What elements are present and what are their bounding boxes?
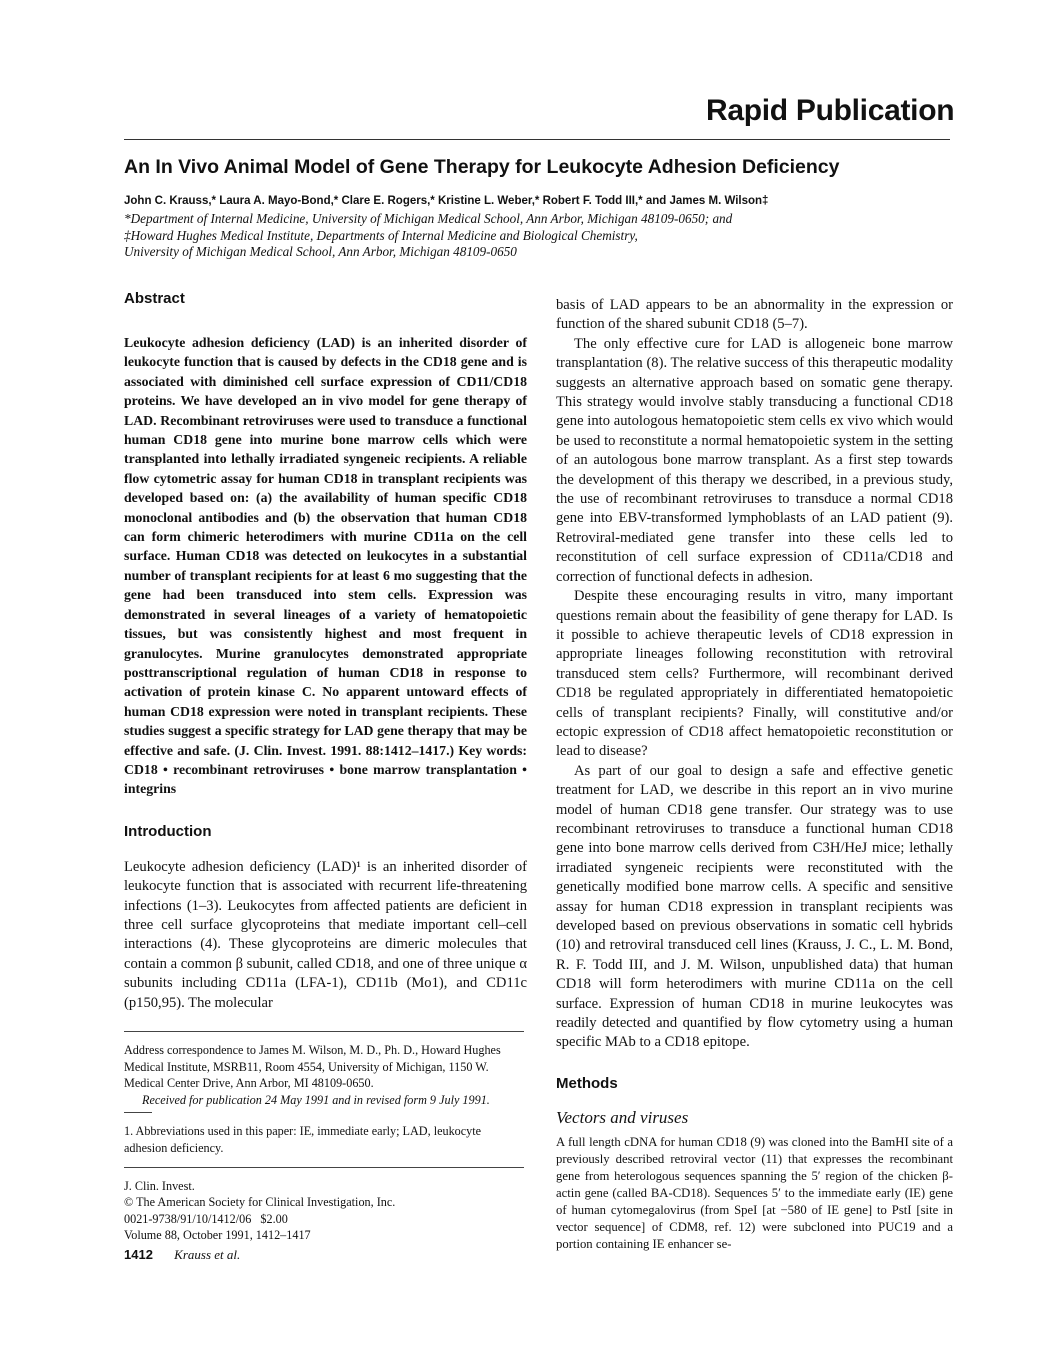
affiliations: [124, 211, 950, 261]
footnote-rule: [124, 1031, 524, 1032]
methods-heading: Methods: [556, 1074, 618, 1092]
right-column: [556, 296, 953, 1254]
affiliation-line: ‡Howard Hughes Medical Institute, Departments of Internal Medicine and Biological Chemistry,: [124, 227, 638, 243]
page-footer: [124, 1247, 240, 1263]
abstract-heading: Abstract: [124, 290, 185, 307]
vectors-subheading: Vectors and viruses: [556, 1107, 689, 1127]
affiliation-line: *Department of Internal Medicine, University of Michigan Medical School, Ann Arbor, Michigan 48109-0650; and: [124, 211, 733, 226]
affiliation-line: University of Michigan Medical School, Ann Arbor, Michigan 48109-0650: [124, 244, 517, 259]
journal-info-line: © The American Society for Clinical Investigation, Inc.: [124, 1195, 396, 1210]
received-note: Received for publication 24 May 1991 and in revised form 9 July 1991.: [142, 1092, 490, 1107]
methods-paragraph: A full length cDNA for human CD18 (9) was cloned into the BamHI site of a previously described retroviral vector (11) that expresses the recombinant gene from heterologous sequences spanning the 5′ region of the chicken β-actin gene (called BA-CD18). Sequences 5′ to the immediate early (IE) gene of human cytomegalovirus (from SpeI [at −580 of IE gene] to PstI [site in vector sequence] of CDM8, ref. 12) were subcloned into PUC19 and a portion containing IE enhancer se-: [556, 1134, 953, 1252]
running-head: Krauss et al.: [174, 1247, 241, 1262]
introduction-heading: Introduction: [124, 822, 212, 840]
abbreviations-note: 1. Abbreviations used in this paper: IE, immediate early; LAD, leukocyte adhesion deficiency.: [124, 1124, 482, 1155]
journal-info-line: 0021-9738/91/10/1412/06 $2.00: [124, 1211, 288, 1226]
journal-info-line: Volume 88, October 1991, 1412–1417: [124, 1228, 311, 1243]
author-list: John C. Krauss,* Laura A. Mayo-Bond,* Clare E. Rogers,* Kristine L. Weber,* Robert F. Todd III,* and James M. Wilson‡: [124, 195, 769, 207]
section-banner: Rapid Publication: [706, 94, 955, 127]
abstract-text: Leukocyte adhesion deficiency (LAD) is an inherited disorder of leukocyte function that is caused by defects in the CD18 gene and is associated with diminished cell surface expression of CD11/CD18 proteins. We have developed an in vivo model for gene therapy of LAD. Recombinant retroviruses were used to transduce a functional human CD18 gene into murine bone marrow cells which were transplanted into lethally irradiated syngeneic recipients. A reliable flow cytometric assay for human CD18 in transplant recipients was developed based on: (a) the availability of human specific CD18 monoclonal antibodies and (b) the observation that human CD18 can form chimeric heterodimers with murine CD11a on the cell surface. Human CD18 was detected on leukocytes in a substantial number of transplant recipients for at least 6 mo suggesting that the gene had been transduced into stem cells. Expression was demonstrated in several lineages of a variety of hematopoietic tissues, but was consistently highest and most frequent in granulocytes. Murine granulocytes demonstrated appropriate posttranscriptional regulation of human CD18 in response to activation of protein kinase C. No apparent untoward effects of human CD18 expression were noted in transplant recipients. These studies suggest a specific strategy for LAD gene therapy that may be effective and safe. (J. Clin. Invest. 1991. 88:1412–1417.) Key words: CD18 • recombinant retroviruses • bone marrow transplantation • integrins: [124, 335, 527, 797]
correspondence-note: Address correspondence to James M. Wilson, M. D., Ph. D., Howard Hughes Medical Institute, MSRB11, Room 4554, University of Michigan, 1150 W. Medical Center Drive, Ann Arbor, MI 48109-0650.: [124, 1043, 501, 1091]
body-paragraph: Despite these encouraging results in vitro, many important questions remain about the feasibility of gene therapy for LAD. Is it possible to achieve therapeutic levels of CD18 expression in appropriate lineages following reconstitution with retroviral transduced stem cells? Furthermore, will recombinant derived CD18 be regulated appropriately in differentiated hematopoietic cells of transplant recipients? Finally, will constitutive and/or ectopic expression of CD18 affect hematopoietic reconstitution or lead to disease?: [556, 588, 953, 760]
article-title: An In Vivo Animal Model of Gene Therapy for Leukocyte Adhesion Deficiency: [124, 156, 840, 178]
intro-paragraph: Leukocyte adhesion deficiency (LAD)¹ is an inherited disorder of leukocyte function that is associated with recurrent life-threatening infections (1–3). Leukocytes from affected patients are deficient in three cell surface glycoproteins that mediate important cell–cell interactions (4). These glycoproteins are dimeric molecules that contain a common β subunit, called CD18, and one of three unique α subunits including CD11a (LFA-1), CD11b (Mo1), and CD11c (p150,95). The molecular: [124, 858, 527, 1011]
body-paragraph: The only effective cure for LAD is allogeneic bone marrow transplantation (8). The relative success of this therapeutic modality suggests an alternative approach based on somatic gene therapy. This strategy would involve stably transducing a functional CD18 gene into autologous hematopoietic stem cells ex vivo which would be used to reconstitute a normal hematopoietic system in the setting of an autologous bone marrow transplant. As a first step towards the development of this therapy we described, in a previous study, the use of recombinant retroviruses to transduce a normal CD18 gene into EBV-transformed lymphoblasts of an LAD patient (9). Retroviral-mediated gene transfer into these cells led to reconstitution of cell surface expression of CD11a/CD18 and correction of functional defects in adhesion.: [556, 335, 953, 585]
page-number: 1412: [124, 1247, 153, 1262]
journal-info: [124, 1178, 527, 1244]
footnote-short-rule: [124, 1112, 152, 1113]
body-paragraph: basis of LAD appears to be an abnormality in the expression or function of the shared subunit CD18 (5–7).: [556, 297, 953, 333]
body-paragraph: As part of our goal to design a safe and effective genetic treatment for LAD, we describe in this report an in vivo murine model of human CD18 gene transfer. Our strategy was to use recombinant retroviruses to transduce a functional human CD18 gene into bone marrow cells derived from C3H/HeJ mice; lethally irradiated syngeneic recipients were reconstituted with the genetically modified bone marrow cells. A specific and sensitive assay for human CD18 expression in transplant recipients was developed based on previous observations in somatic cell hybrids (10) and retroviral transduced cell lines (Krauss, J. C., L. M. Bond, R. F. Todd III, and J. M. Wilson, unpublished data) that human CD18 will form heterodimers with murine CD11a on the cell surface. Expression of human CD18 in murine leukocytes was readily detected and quantified by flow cytometry using a human specific MAb to a CD18 epitope.: [556, 762, 953, 1051]
header-rule: [124, 139, 950, 140]
journal-info-rule: [124, 1167, 524, 1168]
journal-info-line: J. Clin. Invest.: [124, 1178, 195, 1193]
left-column: [124, 290, 527, 1244]
